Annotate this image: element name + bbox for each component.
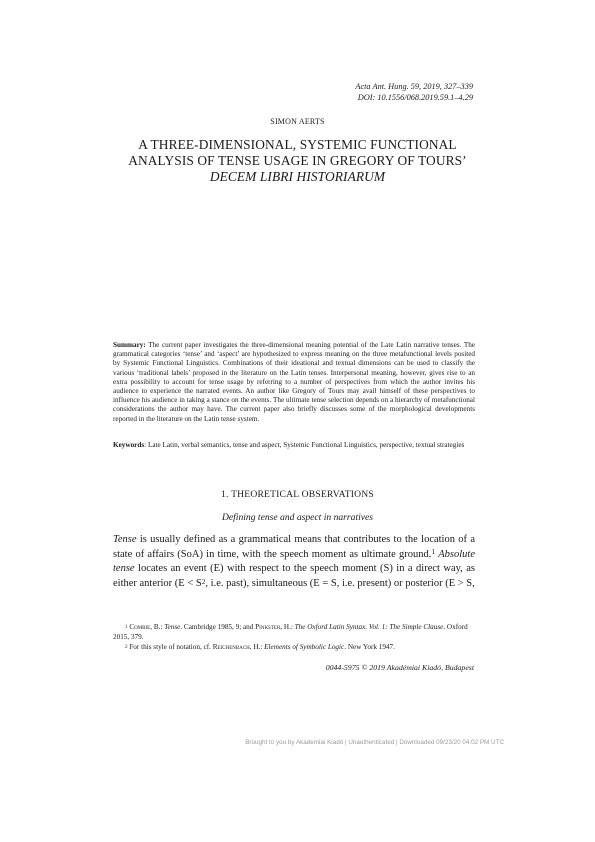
issn-copyright: 0044-5975 © 2019 Akadémiai Kiadó, Budapest [325, 663, 474, 672]
footnote-text: . New York 1947. [344, 643, 395, 652]
footnote-text: For this style of notation, cf. [129, 643, 213, 652]
body-paragraph [113, 533, 475, 591]
abstract [113, 341, 475, 424]
footnotes [113, 622, 475, 653]
title-line-1: A THREE-DIMENSIONAL, SYSTEMIC FUNCTIONAL [138, 137, 457, 152]
footnote-text: , B.: [150, 623, 165, 631]
abstract-text: The current paper investigates the three-dimensional meaning potential of the Late Latin narrative tenses. The grammatical categories ‘tense’ and ‘aspect’ are hypothesized to express meaning on the three metafunctional levels posited by Systemic Functional Linguistics. Combinations of their ideational and textual dimensions can be used to classify the various ‘traditional labels’ proposed in the literature on the Latin tenses. Interpersonal meaning, however, gives rise to an extra possibility to account for tense usage by referring to a number of perspectives from which the author invites his audience to experience the narrated events. An author like Gregory of Tours may avail himself of these perspectives to influence his audience in taking a stance on the events. The ultimate tense selection depends on a hierarchy of metafunctional considerations the author may have. The current paper also briefly discusses some of the morphological developments reported in the literature on the Latin tense system. [113, 341, 475, 423]
body-text-3: , i.e. past), simultaneous (E = S, i.e. present) or posterior (E > S, [205, 577, 475, 589]
subsection-heading: Defining tense and aspect in narratives [221, 512, 374, 523]
cited-author: Comrie [129, 623, 151, 631]
footnote-text: , H.: [249, 643, 265, 652]
paper-title [100, 137, 495, 185]
keywords-label: Keywords [113, 441, 145, 449]
title-line-2: ANALYSIS OF TENSE USAGE IN GREGORY OF TOURS’ [128, 153, 467, 168]
cited-author: Pinkster [255, 623, 281, 631]
journal-citation: Acta Ant. Hung. 59, 2019, 327–339 [355, 82, 473, 91]
abstract-label: Summary: [113, 341, 146, 349]
footnote-text: . Oxford 2015, 379. [113, 623, 468, 642]
footnote-2 [113, 642, 475, 652]
cited-work: Elements of Symbolic Logic [264, 643, 345, 652]
footnote-number: 2 [125, 644, 128, 650]
term-absolute-tense: Absolute tense [113, 548, 475, 575]
section-heading: 1. THEORETICAL OBSERVATIONS [221, 489, 374, 500]
cited-work: Tense [164, 623, 181, 631]
footnote-1 [113, 622, 475, 642]
cited-author: Reichenbach [212, 643, 250, 652]
body-text-2: locates an event (E) with respect to the speech moment (S) in a direct way, as either anterior (E < S [113, 563, 475, 589]
footnote-text: . Cambridge 1985, 9; and [180, 623, 256, 631]
footnote-ref-2[interactable]: 2 [201, 576, 206, 586]
cited-work: The Oxford Latin Syntax. Vol. 1: The Simple Clause [294, 623, 444, 631]
footnote-text: , H.: [280, 623, 295, 631]
keywords-text: : Late Latin, verbal semantics, tense and aspect, Systemic Functional Linguistics, perspective, textual strategies [144, 441, 465, 449]
doi-line: DOI: 10.1556/068.2019.59.1–4.29 [357, 93, 473, 102]
term-tense: Tense [113, 534, 137, 545]
body-text-1: is usually defined as a grammatical means that contributes to the location of a state of affairs (SoA) in time, with the speech moment as ultimate ground. [113, 534, 475, 560]
footnote-number: 1 [125, 624, 128, 630]
keywords [113, 441, 475, 450]
footnote-ref-1[interactable]: 1 [431, 547, 436, 557]
download-watermark: Brought to you by Akademiai Kiadó | Unauthenticated | Downloaded 09/23/20 04:02 PM UTC [245, 739, 504, 746]
title-line-3: DECEM LIBRI HISTORIARUM [209, 169, 386, 184]
author-name: SIMON AERTS [270, 117, 325, 126]
